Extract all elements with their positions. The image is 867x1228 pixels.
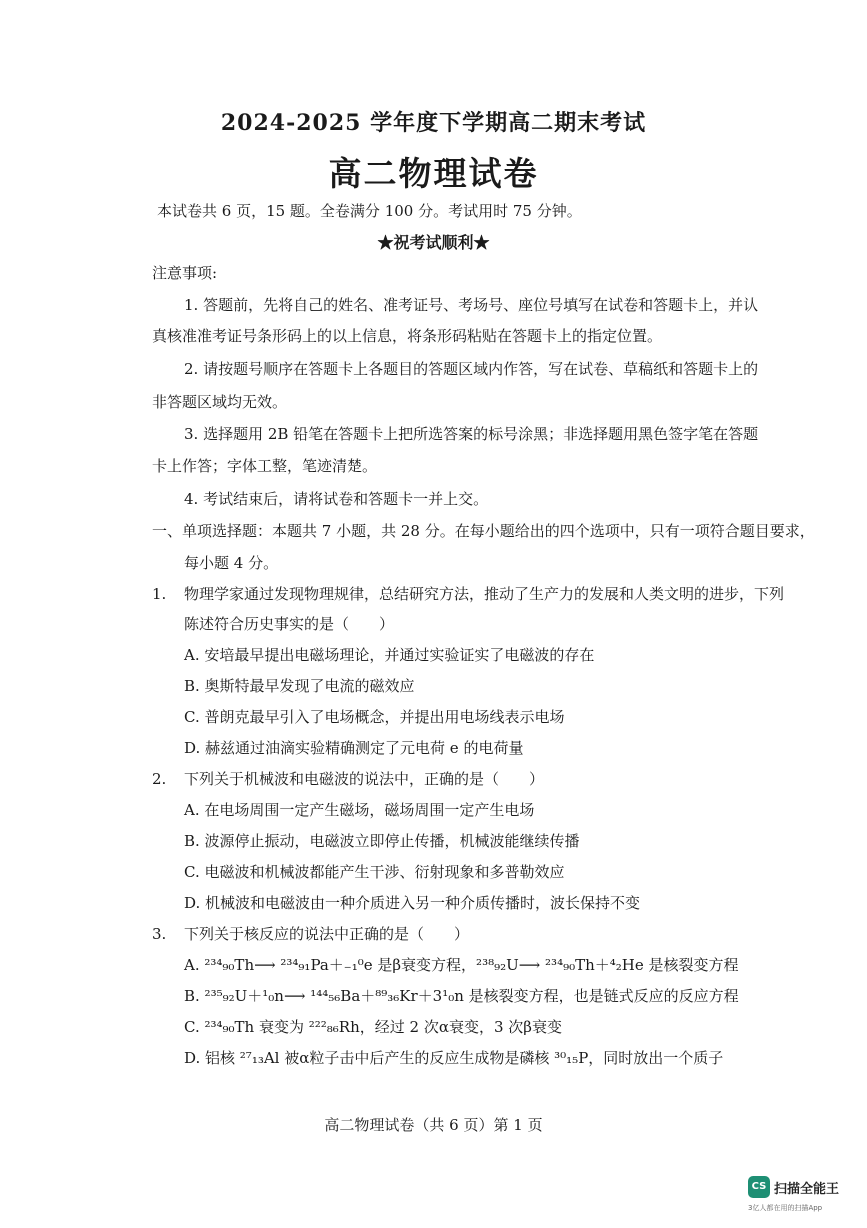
question-number: 1.	[152, 585, 167, 603]
note-line: 4. 考试结束后，请将试卷和答题卡一并上交。	[184, 490, 489, 508]
exam-title: 2024-2025 学年度下学期高二期末考试	[220, 110, 647, 136]
scanner-watermark	[748, 1176, 860, 1220]
notes-heading: 注意事项:	[152, 264, 218, 282]
page-footer: 高二物理试卷（共 6 页）第 1 页	[324, 1116, 543, 1134]
option-b: B. 奥斯特最早发现了电流的磁效应	[184, 677, 415, 695]
option-a: A. 安培最早提出电磁场理论，并通过实验证实了电磁波的存在	[184, 646, 595, 664]
watermark-name: 扫描全能王	[774, 1182, 840, 1197]
option-a: A. 在电场周围一定产生磁场，磁场周围一定产生电场	[184, 801, 535, 819]
section-heading-cont: 每小题 4 分。	[184, 554, 279, 572]
option-b: B. ²³⁵₉₂U＋¹₀n⟶ ¹⁴⁴₅₆Ba＋⁸⁹₃₆Kr＋3¹₀n 是核裂变方程，也是链式反应的反应方程	[184, 987, 739, 1005]
option-d: D. 铝核 ²⁷₁₃Al 被α粒子击中后产生的反应生成物是磷核 ³⁰₁₅P，同时放出一个质子	[184, 1049, 724, 1067]
question-number: 2.	[152, 770, 167, 788]
note-line: 真核准准考证号条形码上的以上信息，将条形码粘贴在答题卡上的指定位置。	[152, 327, 663, 345]
question-stem-cont: 陈述符合历史事实的是（ ）	[184, 615, 395, 633]
question-stem: 物理学家通过发现物理规律，总结研究方法，推动了生产力的发展和人类文明的进步，下列	[184, 585, 785, 603]
question-stem: 下列关于核反应的说法中正确的是（ ）	[184, 925, 470, 943]
option-a: A. ²³⁴₉₀Th⟶ ²³⁴₉₁Pa＋₋₁⁰e 是β衰变方程，²³⁸₉₂U⟶ ²³⁴₉₀Th＋⁴₂He 是核裂变方程	[184, 956, 739, 974]
note-line: 卡上作答；字体工整，笔迹清楚。	[152, 457, 378, 475]
section-heading: 一、单项选择题：本题共 7 小题，共 28 分。在每小题给出的四个选项中，只有一项符合题目要求，	[152, 522, 815, 540]
camscanner-icon: CS	[748, 1176, 770, 1198]
option-c: C. ²³⁴₉₀Th 衰变为 ²²²₈₆Rh，经过 2 次α衰变，3 次β衰变	[184, 1018, 562, 1036]
option-d: D. 机械波和电磁波由一种介质进入另一种介质传播时，波长保持不变	[184, 894, 641, 912]
option-c: C. 普朗克最早引入了电场概念，并提出用电场线表示电场	[184, 708, 565, 726]
note-line: 非答题区域均无效。	[152, 393, 288, 411]
note-line: 1. 答题前，先将自己的姓名、准考证号、考场号、座位号填写在试卷和答题卡上，并认	[184, 296, 759, 314]
option-b: B. 波源停止振动，电磁波立即停止传播，机械波能继续传播	[184, 832, 580, 850]
question-stem: 下列关于机械波和电磁波的说法中，正确的是（ ）	[184, 770, 545, 788]
question-number: 3.	[152, 925, 167, 943]
option-c: C. 电磁波和机械波都能产生干涉、衍射现象和多普勒效应	[184, 863, 565, 881]
watermark-tagline: 3亿人都在用的扫描App	[748, 1204, 823, 1212]
paper-title: 高二物理试卷	[328, 154, 539, 193]
note-line: 3. 选择题用 2B 铅笔在答题卡上把所选答案的标号涂黑；非选择题用黑色签字笔在答题	[184, 425, 759, 443]
note-line: 2. 请按题号顺序在答题卡上各题目的答题区域内作答，写在试卷、草稿纸和答题卡上的	[184, 360, 759, 378]
blessing-line: ★祝考试顺利★	[377, 233, 490, 252]
exam-info: 本试卷共 6 页，15 题。全卷满分 100 分。考试用时 75 分钟。	[157, 202, 582, 220]
option-d: D. 赫兹通过油滴实验精确测定了元电荷 e 的电荷量	[184, 739, 524, 757]
